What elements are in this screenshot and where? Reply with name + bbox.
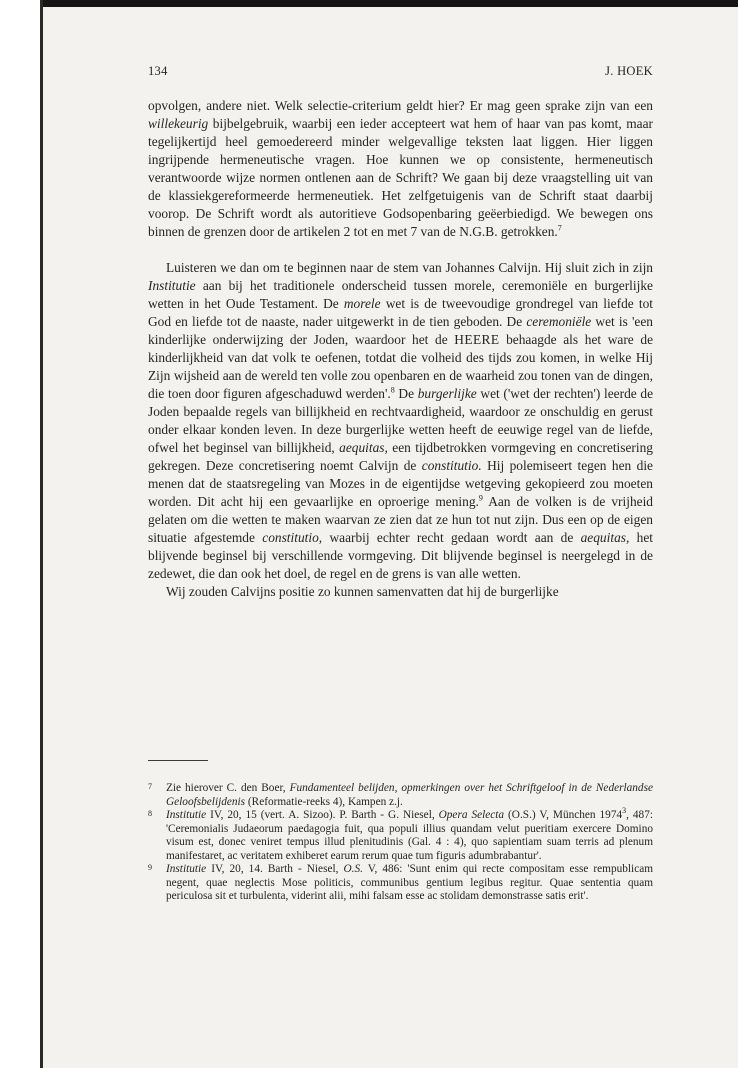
text-run: IV, 20, 15 (vert. A. Sizoo). P. Barth - G. Niesel, [206, 809, 439, 821]
italic-title: Institutie [166, 863, 207, 875]
footnote-number: 7 [148, 782, 152, 791]
italic-term: burgerlijke [417, 386, 477, 401]
text-run: De [394, 386, 418, 401]
footnote-number: 9 [148, 863, 152, 872]
text-run: V, 486: 'Sunt enim qui recte compositam esse rempublicam negent, quae neglectis Mose politicis, communibus gentium legibus regitur. Quae sententia quam periculosa sit et turbulenta, viderint alii, mihi falsam esse ac stolidam demonstrasse satis erit'. [166, 863, 654, 902]
footnotes [148, 782, 653, 904]
text-run: wet is 'een kinderlijke onderwijzing der Joden, waardoor het de [148, 314, 653, 347]
paragraph-2 [148, 259, 653, 583]
italic-term: constitutio, [262, 530, 323, 545]
footnote-7 [148, 782, 653, 809]
footnote-8 [148, 806, 653, 863]
text-run: Aan de volken is de vrijheid gelaten om die wetten te maken waarvan ze zien dat ze hun tot nut zijn. Dus een op de eigen situatie afgestemde [148, 494, 653, 545]
scan-border-top [40, 0, 738, 7]
italic-title: O.S. [343, 863, 363, 875]
italic-term: aequitas, [580, 530, 630, 545]
paragraph-1 [148, 97, 653, 241]
running-head [148, 64, 653, 79]
footnote-ref: 7 [557, 223, 562, 233]
footnote-ref: 9 [478, 493, 483, 503]
text-run: het blijvende beginsel bij verschillende vormgeving. Dit blijvende beginsel is neergelegd in de zedewet, die dan ook het doel, de regel en de grens is van alle wetten. [148, 530, 653, 581]
edition-superscript: 3 [622, 806, 627, 816]
text-run: Zie hierover C. den Boer, [166, 782, 290, 794]
text-run: , 487: 'Ceremonialis Judaeorum paedagogia fuit, qua populi illius quandam velut pueritiam exercere Domino visum est, donec veniret tempus illud plenitudinis (Gal. 4 : 4), quo sapientiam suam terris ad plenum manifestaret, ac veritatem exhiberet earum rerum quae tum figuris adumbrabantur'. [166, 809, 653, 862]
italic-term: constitutio. [421, 458, 482, 473]
italic-term: Institutie [148, 278, 196, 293]
footnote-number: 8 [148, 809, 152, 818]
paragraph-3: Wij zouden Calvijns positie zo kunnen samenvatten dat hij de burgerlijke [166, 584, 559, 599]
text-run: waarbij echter recht gedaan wordt aan de [322, 530, 581, 545]
text-run: opvolgen, andere niet. Welk selectie-criterium geldt hier? Er mag geen sprake zijn van een [148, 98, 653, 113]
text-run: Luisteren we dan om te beginnen naar de stem van Johannes Calvijn. Hij sluit zich in zijn [166, 260, 653, 275]
italic-title: Institutie [166, 809, 207, 821]
page-number: 134 [148, 64, 168, 78]
italic-title: Fundamenteel belijden, opmerkingen over het Schriftgeloof in de Nederlandse Geloofsbelijdenis [166, 782, 653, 808]
text-run: (O.S.) V, München 1974 [504, 809, 623, 821]
text-run: een tijdbetrokken vormgeving en concretisering gekregen. Deze concretisering noemt Calvijn de [148, 440, 653, 473]
text-run: wet is de tweevoudige grondregel van liefde tot God en liefde tot de naaste, nader uitgewerkt in de tien geboden. De [148, 296, 653, 329]
footnote-9 [148, 863, 653, 904]
italic-title: Opera Selecta [438, 809, 505, 821]
text-run: behaagde als het ware de kinderlijkheid van dat volk te oefenen, totdat die volheid des tijds zou komen, in welke Hij Zijn wijsheid aan de wereld ten volle zou openbaren en de waarheid zou tonen van de dingen, die toen door figuren afgeschaduwd werden'. [148, 332, 654, 401]
footnote-rule [148, 760, 208, 761]
text-run: IV, 20, 14. Barth - Niesel, [206, 863, 344, 875]
text-run: (Reformatie-reeks 4), Kampen z.j. [245, 795, 403, 808]
italic-term: willekeurig [148, 116, 209, 131]
footnote-ref: 8 [390, 385, 395, 395]
text-run: bijbelgebruik, waarbij een ieder accepteert wat hem of haar van pas komt, maar tegelijkertijd heel gemoedereerd minder welgevallige teksten laat liggen. Hier liggen ingrijpende hermeneutische vragen. Hoe kunnen we op consistente, hermeneutisch verantwoorde wijze normen ontlenen aan de Schrift? We gaan bij deze vraagstelling uit van de klassiekgereformeerde hermeneutiek. Het zelfgetuigenis van de Schrift staat daarbij voorop. De Schrift wordt als autoritieve Godsopenbaring geëerbiedigd. We bewegen ons binnen de grenzen door de artikelen 2 tot en met 7 van de N.G.B. getrokken. [148, 116, 653, 239]
small-caps-word: HEERE [454, 332, 500, 347]
text-run: Hij polemiseert tegen hen die menen dat de staatsregeling van Mozes in de eigentijdse wetgeving gekopieerd zou moeten worden. Dit acht hij een gevaarlijke en oproerige mening. [148, 458, 653, 509]
text-run: aan bij het traditionele onderscheid tussen morele, ceremoniële en burgerlijke wetten in het Oude Testament. De [148, 278, 653, 311]
running-title: J. HOEK [605, 64, 653, 78]
body-text [148, 97, 653, 601]
italic-term: ceremoniële [526, 314, 592, 329]
italic-term: aequitas, [339, 440, 388, 455]
text-run: wet ('wet der rechten') leerde de Joden bepaalde regels van billijkheid en rechtvaardigheid, waardoor ze onschuldig en gerust onder elkaar konden leven. In deze burgerlijke wetten heeft de eeuwige regel van de liefde, ofwel het beginsel van billijkheid, [148, 386, 654, 455]
italic-term: morele [343, 296, 381, 311]
